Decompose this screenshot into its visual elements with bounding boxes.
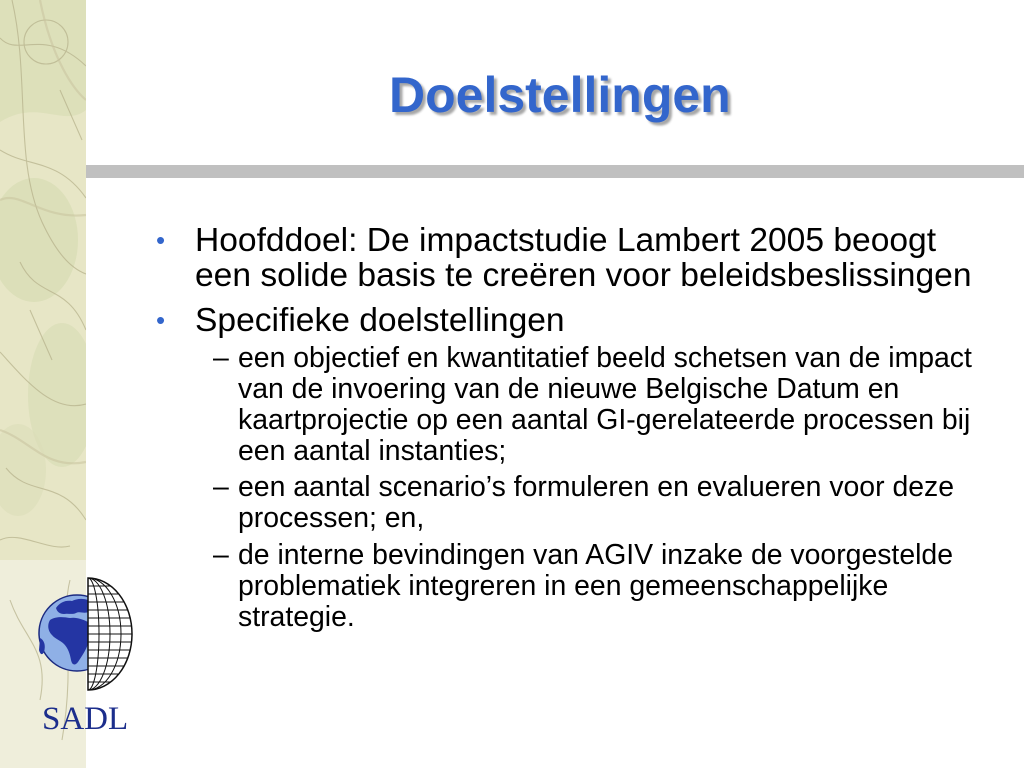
sub-bullet-line: een aantal instanties;: [238, 435, 507, 467]
sadl-logo-text: SADL: [42, 701, 129, 737]
sub-bullet-marker: –: [213, 539, 229, 571]
bullet-marker: •: [156, 225, 166, 255]
sub-bullet-line: strategie.: [238, 601, 355, 633]
sub-bullet-text: [238, 472, 954, 534]
sub-bullet-line: een aantal scenario’s formuleren en evalueren voor deze: [238, 471, 955, 503]
sub-bullet-line: van de invoering van de nieuwe Belgische Datum en: [238, 373, 900, 405]
bullet-text: [195, 303, 565, 338]
sub-bullet-text: [238, 343, 972, 467]
globe-icon: [0, 570, 140, 700]
sub-bullet-line: kaartprojectie op een aantal GI-gerelateerde processen bij: [238, 404, 971, 436]
sub-bullet-line: de interne bevindingen van AGIV inzake de voorgestelde: [238, 539, 953, 571]
title-divider-bar: [86, 165, 1024, 178]
bullet-line: Hoofddoel: De impactstudie Lambert 2005 beoogt: [195, 222, 937, 259]
wireframe-hemisphere: [88, 578, 132, 690]
sub-bullet-line: processen; en,: [238, 502, 425, 534]
sub-bullet-line: een objectief en kwantitatief beeld schetsen van de impact: [238, 342, 972, 374]
sub-bullet-line: problematiek integreren in een gemeenschappelijke: [238, 570, 889, 602]
sub-bullet-marker: –: [213, 342, 229, 374]
bullet-line: Specifieke doelstellingen: [195, 302, 565, 339]
bullet-text: [195, 223, 972, 293]
slide-title: Doelstellingen: [389, 67, 731, 123]
sub-bullet-text: [238, 540, 953, 633]
sub-bullet-marker: –: [213, 471, 229, 503]
bullet-line: een solide basis te creëren voor beleidsbeslissingen: [195, 257, 972, 294]
bullet-marker: •: [156, 305, 166, 335]
